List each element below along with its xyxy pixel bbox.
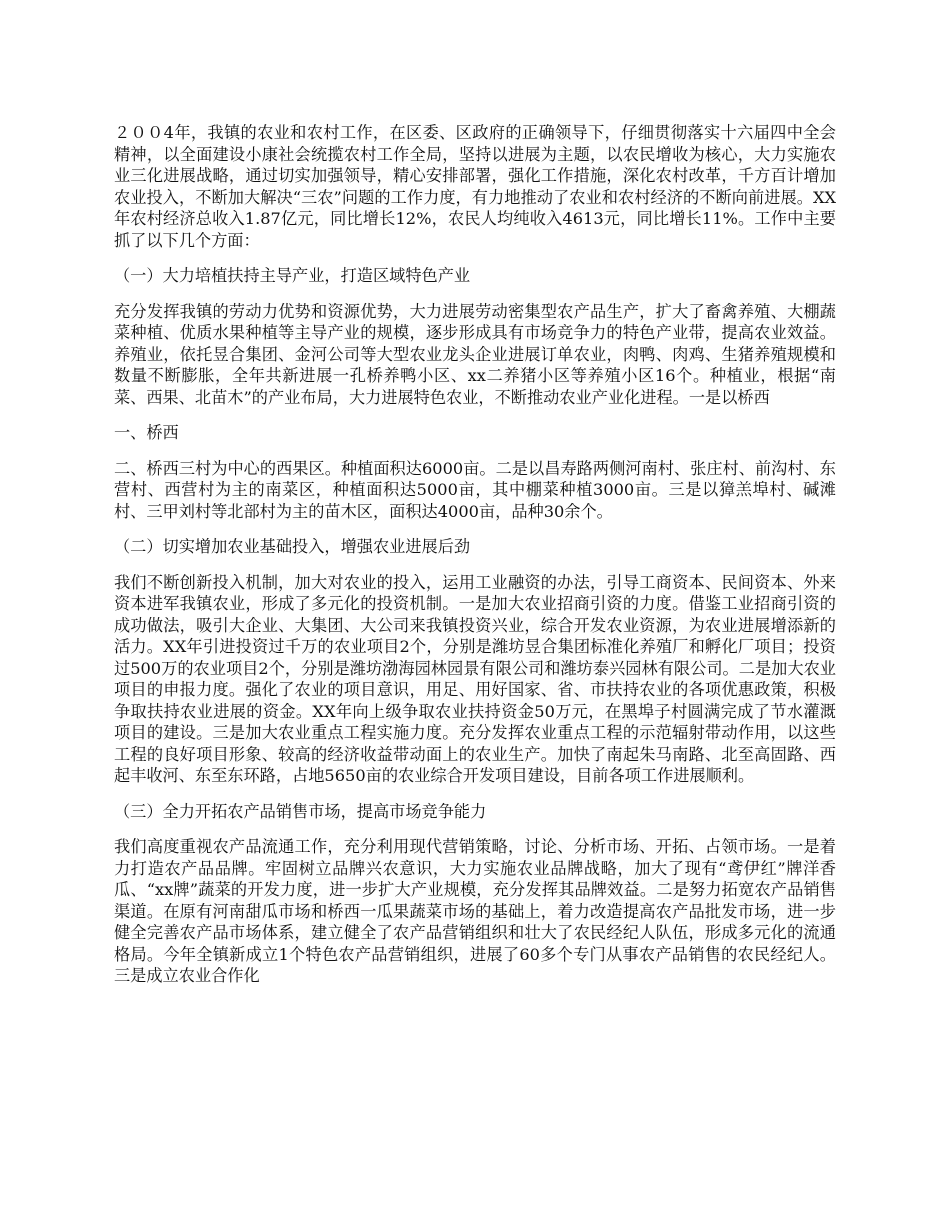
intro-paragraph: ２００4年，我镇的农业和农村工作，在区委、区政府的正确领导下，仔细贯彻落实十六届四中全会精神，以全面建设小康社会统揽农村工作全局，坚持以进展为主题，以农民增收为核心，大力实施农业三化进展战略，通过切实加强领导，精心安排部署，强化工作措施，深化农村改革，千方百计增加农业投入，不断加大解决“三农”问题的工作力度，有力地推动了农业和农村经济的不断向前进展。XX年农村经济总收入1.87亿元，同比增长12%，农民人均纯收入4613元，同比增长11%。工作中主要抓了以下几个方面： xyxy=(114,123,836,250)
document-body xyxy=(114,122,836,1001)
section-1-paragraph: 充分发挥我镇的劳动力优势和资源优势，大力进展劳动密集型农产品生产，扩大了畜禽养殖、大棚蔬菜种植、优质水果种植等主导产业的规模，逐步形成具有市场竞争力的特色产业带，提高农业效益。养殖业，依托昱合集团、金河公司等大型农业龙头企业进展订单农业，肉鸭、肉鸡、生猪养殖规模和数量不断膨胀，全年共新进展一孔桥养鸭小区、xx二养猪小区等养殖小区16个。种植业，根据“南菜、西果、北苗木”的产业布局，大力进展特色农业，不断推动农业产业化进程。一是以桥西 xyxy=(114,301,836,407)
list-item-2-paragraph: 二、桥西三村为中心的西果区。种植面积达6000亩。二是以昌寿路两侧河南村、张庄村、前沟村、东营村、西营村为主的南菜区，种植面积达5000亩，其中棚菜种植3000亩。三是以獐羔埠村、碱滩村、三甲刘村等北部村为主的苗木区，面积达4000亩，品种30余个。 xyxy=(114,458,836,521)
section-heading-1: （一）大力培植扶持主导产业，打造区域特色产业 xyxy=(114,266,471,285)
list-item-1: 一、桥西 xyxy=(114,423,179,442)
section-2-paragraph: 我们不断创新投入机制，加大对农业的投入，运用工业融资的办法，引导工商资本、民间资本、外来资本进军我镇农业，形成了多元化的投资机制。一是加大农业招商引资的力度。借鉴工业招商引资的成功做法，吸引大企业、大集团、大公司来我镇投资兴业，综合开发农业资源，为农业进展增添新的活力。XX年引进投资过千万的农业项目2个，分别是潍坊昱合集团标准化养殖厂和孵化厂项目；投资过500万的农业项目2个，分别是潍坊渤海园林园景有限公司和潍坊泰兴园林有限公司。二是加大农业项目的申报力度。强化了农业的项目意识，用足、用好国家、省、市扶持农业的各项优惠政策，积极争取扶持农业进展的资金。XX年向上级争取农业扶持资金50万元，在黑埠子村圆满完成了节水灌溉项目的建设。三是加大农业重点工程实施力度。充分发挥农业重点工程的示范辐射带动作用，以这些工程的良好项目形象、较高的经济收益带动面上的农业生产。加快了南起朱马南路、北至高固路、西起丰收河、东至东环路，占地5650亩的农业综合开发项目建设，目前各项工作进展顺利。 xyxy=(114,572,836,785)
section-heading-3: （三）全力开拓农产品销售市场，提高市场竞争能力 xyxy=(114,801,487,821)
section-3-paragraph: 我们高度重视农产品流通工作，充分利用现代营销策略，讨论、分析市场、开拓、占领市场。一是着力打造农产品品牌。牢固树立品牌兴农意识，大力实施农业品牌战略，加大了现有“鸢伊红”牌洋香瓜、“xx牌”蔬菜的开发力度，进一步扩大产业规模，充分发挥其品牌效益。二是努力拓宽农产品销售渠道。在原有河南甜瓜市场和桥西一瓜果蔬菜市场的基础上，着力改造提高农产品批发市场，进一步健全完善农产品市场体系，建立健全了农产品营销组织和壮大了农民经纪人队伍，形成多元化的流通格局。今年全镇新成立1个特色农产品营销组织，进展了60多个专门从事农产品销售的农民经纪人。三是成立农业合作化 xyxy=(114,837,836,985)
section-heading-2: （二）切实增加农业基础投入，增强农业进展后劲 xyxy=(114,537,471,556)
